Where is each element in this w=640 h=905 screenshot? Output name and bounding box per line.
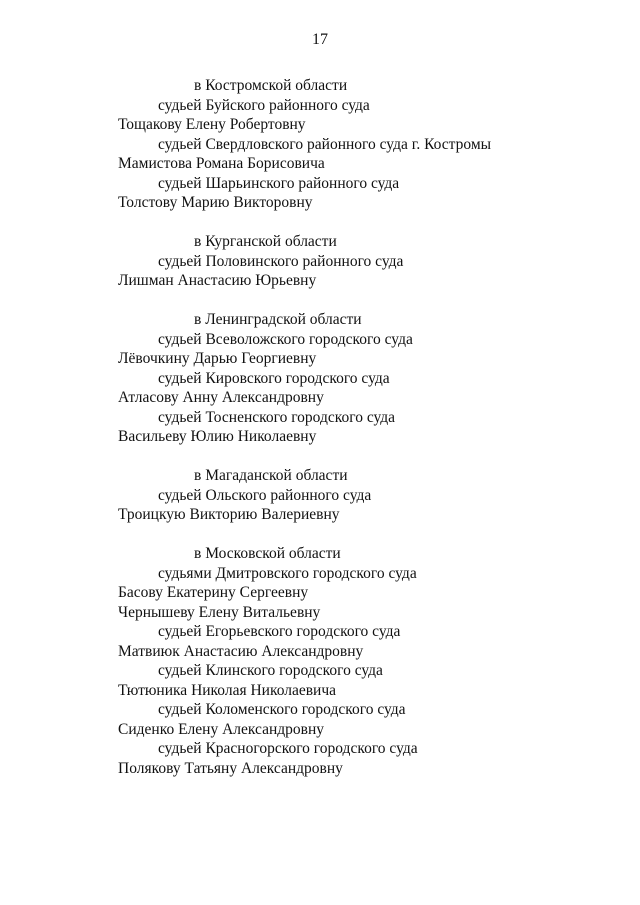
court-line: судьей Тосненского городского суда bbox=[158, 408, 396, 426]
region-section bbox=[118, 310, 618, 447]
region-heading: в Курганской области bbox=[194, 233, 337, 250]
judge-name: Лёвочкину Дарью Георгиевну bbox=[118, 350, 317, 367]
region-heading: в Ленинградской области bbox=[194, 311, 362, 328]
judge-name: Басову Екатерину Сергеевну bbox=[118, 584, 309, 601]
court-line: судьей Кировского городского суда bbox=[158, 369, 390, 387]
judge-name: Сиденко Елену Александровну bbox=[118, 720, 325, 738]
region-heading: в Магаданской области bbox=[194, 467, 348, 484]
region-section bbox=[118, 76, 618, 213]
court-line: судьей Половинского районного суда bbox=[158, 252, 404, 270]
judge-name: Лишман Анастасию Юрьевну bbox=[118, 272, 317, 289]
judge-name: Троицкую Викторию Валериевну bbox=[118, 506, 340, 523]
judge-name: Тощакову Елену Робертовну bbox=[118, 116, 306, 133]
region-heading: в Московской области bbox=[194, 545, 341, 562]
region-heading: в Костромской области bbox=[194, 77, 348, 94]
court-line: судьей Клинского городского суда bbox=[158, 662, 383, 679]
judge-name: Атласову Анну Александровну bbox=[118, 389, 324, 406]
region-section bbox=[118, 544, 618, 778]
page-number: 17 bbox=[312, 31, 328, 48]
region-section bbox=[118, 232, 618, 291]
judge-name: Чернышеву Елену Витальевну bbox=[118, 603, 321, 621]
court-line: судьей Коломенского городского суда bbox=[158, 701, 406, 718]
judge-name: Полякову Татьяну Александровну bbox=[118, 759, 343, 777]
court-line: судьей Егорьевского городского суда bbox=[158, 623, 401, 640]
court-line: судьей Буйского районного суда bbox=[158, 96, 370, 114]
judge-name: Матвиюк Анастасию Александровну bbox=[118, 642, 364, 660]
judge-name: Тютюника Николая Николаевича bbox=[118, 681, 337, 699]
document-body bbox=[118, 76, 618, 798]
court-line: судьей Свердловского районного суда г. Костромы bbox=[158, 135, 492, 153]
judge-name: Васильеву Юлию Николаевну bbox=[118, 428, 317, 445]
region-section bbox=[118, 466, 618, 525]
court-line: судьями Дмитровского городского суда bbox=[158, 564, 417, 582]
court-line: судьей Ольского районного суда bbox=[158, 486, 372, 504]
court-line: судьей Всеволожского городского суда bbox=[158, 330, 413, 348]
court-line: судьей Красногорского городского суда bbox=[158, 740, 418, 757]
judge-name: Мамистова Романа Борисовича bbox=[118, 155, 325, 172]
court-line: судьей Шарьинского районного суда bbox=[158, 174, 400, 192]
judge-name: Толстову Марию Викторовну bbox=[118, 194, 313, 211]
